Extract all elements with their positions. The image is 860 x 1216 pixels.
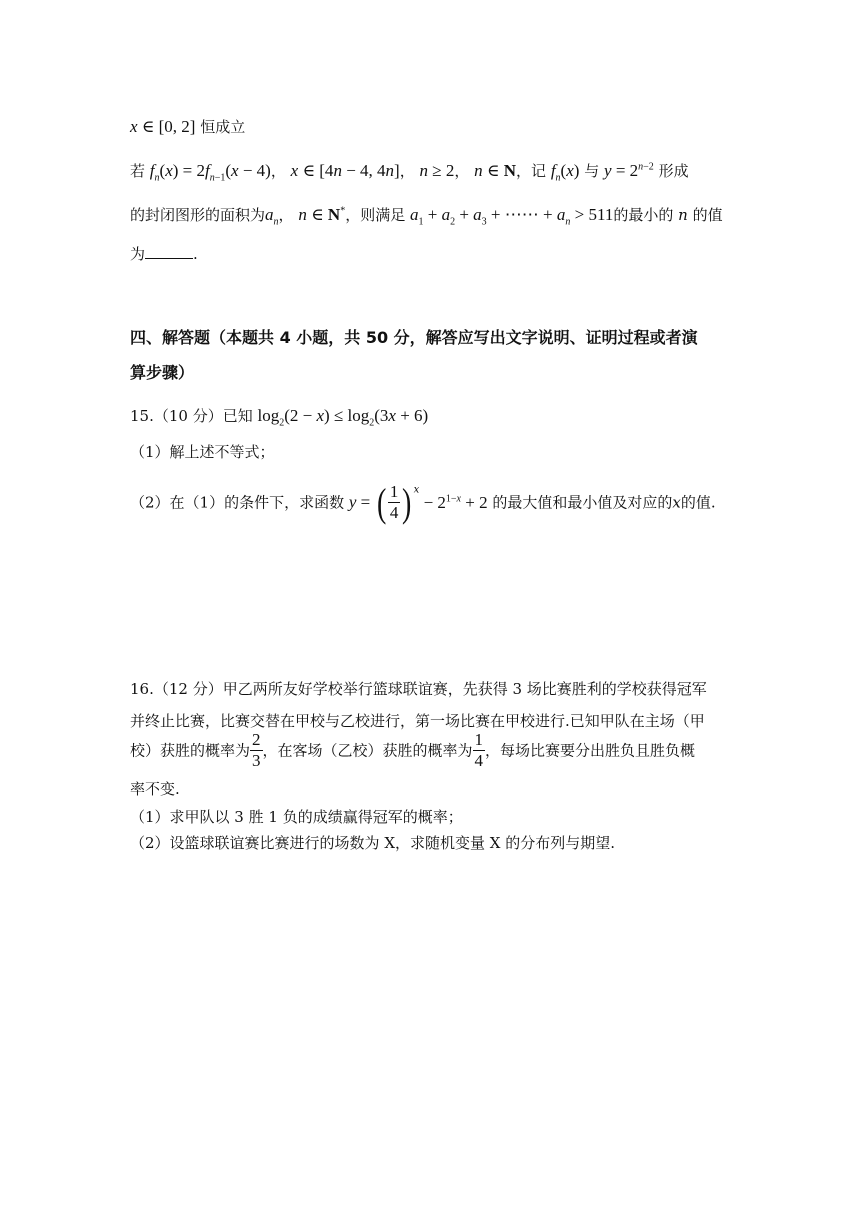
fraction: $\frac{1}{4}$ (389, 482, 399, 522)
q16-part-2 (130, 832, 615, 854)
q15-part-2 (130, 479, 716, 526)
text: ，在客场（乙校）获胜的概率为 (262, 741, 473, 760)
text: 16.（12 分）甲乙两所友好学校举行篮球联谊赛，先获得 3 场比赛胜利的学校获得冠军 (130, 680, 707, 698)
math-expression: n ∈ N* (298, 205, 346, 224)
text: （1）求甲队以 3 胜 1 负的成绩赢得冠军的概率； (130, 808, 463, 826)
text: 形成 (658, 162, 689, 180)
math-expression: $f_n(x) = 2f_{n-1}(x - 4)$ (149, 161, 271, 184)
paren: ) (402, 479, 412, 525)
section-title-line-1: 四、解答题（本题共 4 小题，共 50 分，解答应写出文字说明、证明过程或者演 (130, 328, 698, 347)
math-expression: y (348, 492, 357, 512)
text: ，则满足 (345, 206, 406, 224)
answer-blank (145, 244, 193, 259)
text: 的最大值和最小值及对应的 (492, 493, 673, 512)
p14-line-2 (130, 160, 689, 182)
text: 若 (130, 162, 146, 180)
math-expression: x ∈ [4n − 4, 4n] (290, 161, 400, 180)
text: 为 (130, 245, 146, 263)
text: ， (270, 162, 286, 180)
text: . (193, 245, 198, 263)
text: 15.（10 分）已知 (130, 407, 253, 425)
q15-head (130, 405, 428, 427)
math-expression: $a_n$ (265, 205, 279, 228)
math-expression: n ∈ N (474, 161, 517, 180)
text: （2）设篮球联谊赛比赛进行的场数为 X，求随机变量 X 的分布列与期望. (130, 834, 615, 852)
text: n (678, 206, 688, 224)
p14-line-4 (130, 243, 198, 265)
text: 的封闭图形的面积为 (130, 206, 266, 224)
q16-part-1 (130, 806, 463, 828)
p14-line-1 (130, 116, 245, 138)
math-expression: − $2^{1-x} + 2$ (419, 492, 488, 512)
fraction: $\frac{2}{3}$ (252, 730, 261, 770)
p14-line-3 (130, 204, 723, 226)
text: （1）解上述不等式； (130, 443, 275, 461)
text: ，记 (516, 162, 547, 180)
text: 率不变. (130, 780, 180, 798)
text: ，每场比赛要分出胜负且胜负概 (485, 741, 696, 760)
text: 的值. (680, 493, 716, 512)
paren: ( (376, 479, 386, 525)
q16-line-2 (130, 710, 705, 732)
math-expression: ∈ [0, 2] (137, 117, 196, 136)
math-expression: $a_1 + a_2 + a_3$ + ⋯⋯ + $a_n > 511$ (409, 205, 614, 228)
q16-line-4 (130, 778, 180, 800)
text: x (672, 493, 681, 512)
text: ， (454, 162, 470, 180)
q15-part-1 (130, 441, 275, 463)
text: ， (399, 162, 415, 180)
math-expression: x (130, 117, 138, 136)
text: 恒成立 (200, 118, 246, 136)
text: 的值 (692, 206, 723, 224)
math-expression: $y = 2^{n-2}$ (604, 161, 654, 180)
exponent: x (413, 484, 420, 496)
text: 校）获胜的概率为 (130, 741, 251, 760)
text: 的最小的 (613, 206, 674, 224)
fraction: $\frac{1}{4}$ (474, 730, 484, 770)
section-title-line-2: 算步骤） (130, 363, 195, 382)
text: 与 (584, 162, 600, 180)
math-expression: $\log_2(2 - x) \le \log_2(3x + 6)$ (257, 406, 429, 429)
math-expression: = (356, 492, 375, 512)
section-heading (130, 327, 698, 349)
section-heading-cont (130, 362, 194, 384)
text: ， (278, 206, 294, 224)
math-expression: $f_n(x)$ (550, 161, 580, 184)
math-expression: n ≥ 2 (419, 161, 455, 180)
text: 并终止比赛，比赛交替在甲校与乙校进行，第一场比赛在甲校进行.已知甲队在主场（甲 (130, 712, 705, 730)
q16-line-3 (130, 730, 695, 774)
text: （2）在（1）的条件下，求函数 (130, 493, 345, 512)
q16-line-1 (130, 678, 707, 700)
